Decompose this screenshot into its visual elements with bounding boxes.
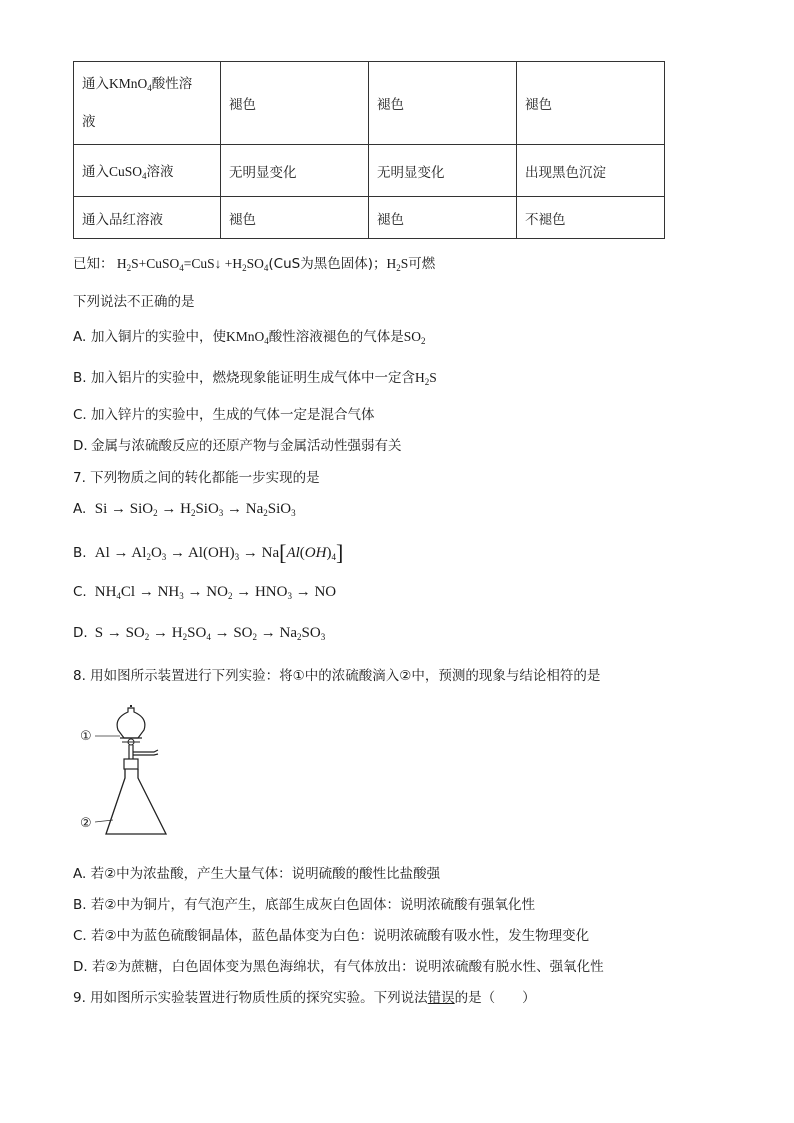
table-row (74, 145, 665, 197)
q7-option-c[interactable]: C. $NH_4Cl \to NH_3 \to NO_2 \to HNO_3$ → NO (73, 584, 337, 601)
q8-option-c[interactable]: C. 若②中为蓝色硫酸铜晶体，蓝色晶体变为白色：说明浓硫酸有吸水性，发生物理变化 (73, 928, 590, 944)
q7-stem: 7. 下列物质之间的转化都能一步实现的是 (73, 470, 320, 486)
label-1: ① (80, 729, 92, 744)
q8-option-a[interactable]: A. 若②中为浓盐酸，产生大量气体：说明硫酸的酸性比盐酸强 (73, 866, 441, 882)
flask-apparatus-figure (78, 700, 188, 840)
q8-option-d[interactable]: D. 若②为蔗糖，白色固体变为黑色海绵状，有气体放出：说明浓硫酸有脱水性、强氧化性 (73, 959, 604, 975)
table-cell: 褪色 (221, 62, 369, 145)
q6-option-b[interactable]: B. 加入铝片的实验中，燃烧现象能证明生成气体中一定含$H_2S$ (73, 370, 437, 387)
q7-option-b[interactable]: B. $Al \to Al_2O_3 \to Al(OH)_3 \to Na[Al(OH)_4]$ (73, 540, 344, 565)
label-2: ② (80, 816, 92, 831)
q6-option-a[interactable]: A. 加入铜片的实验中，使KMnO$_4$酸性溶液褪色的气体是$SO_2$ (73, 329, 426, 346)
table-cell: 无明显变化 (221, 145, 369, 197)
q7-option-a[interactable]: A. $Si \to SiO_2 \to H_2SiO_3 \to Na_2SiO_3$ (73, 501, 296, 518)
q8-option-b[interactable]: B. 若②中为铜片，有气泡产生，底部生成灰白色固体：说明浓硫酸有强氧化性 (73, 897, 535, 913)
row-label-kmno4: 通入KMnO$_4$酸性溶 液 (74, 62, 221, 145)
table-row (74, 62, 665, 145)
q8-stem: 8. 用如图所示装置进行下列实验：将①中的浓硫酸滴入②中，预测的现象与结论相符的是 (73, 668, 601, 684)
table-cell: 褪色 (369, 197, 517, 239)
q9-stem: 9. 用如图所示实验装置进行物质性质的探究实验。下列说法错误的是（ ） (73, 990, 536, 1006)
results-table (73, 61, 665, 239)
row-label-magenta: 通入品红溶液 (74, 197, 221, 239)
table-row (74, 197, 665, 239)
known-line: 已知： $H_2S+CuSO_4=CuS↓ +H_2SO_4(CuS$为黑色固体)；$H_2S$可燃 (73, 256, 436, 273)
table-cell: 褪色 (369, 62, 517, 145)
q6-option-c[interactable]: C. 加入锌片的实验中，生成的气体一定是混合气体 (73, 407, 375, 423)
q6-option-d[interactable]: D. 金属与浓硫酸反应的还原产物与金属活动性强弱有关 (73, 438, 402, 454)
table-cell: 褪色 (517, 62, 665, 145)
table-cell: 无明显变化 (369, 145, 517, 197)
q6-stem: 下列说法不正确的是 (73, 294, 195, 310)
table-cell: 出现黑色沉淀 (517, 145, 665, 197)
row-label-cuso4: 通入CuSO$_4$溶液 (74, 145, 221, 197)
table-cell: 褪色 (221, 197, 369, 239)
q7-option-d[interactable]: D. $S \to SO_2 \to H_2SO_4 \to SO_2 \to Na_2SO_3$ (73, 625, 326, 642)
table-cell: 不褪色 (517, 197, 665, 239)
